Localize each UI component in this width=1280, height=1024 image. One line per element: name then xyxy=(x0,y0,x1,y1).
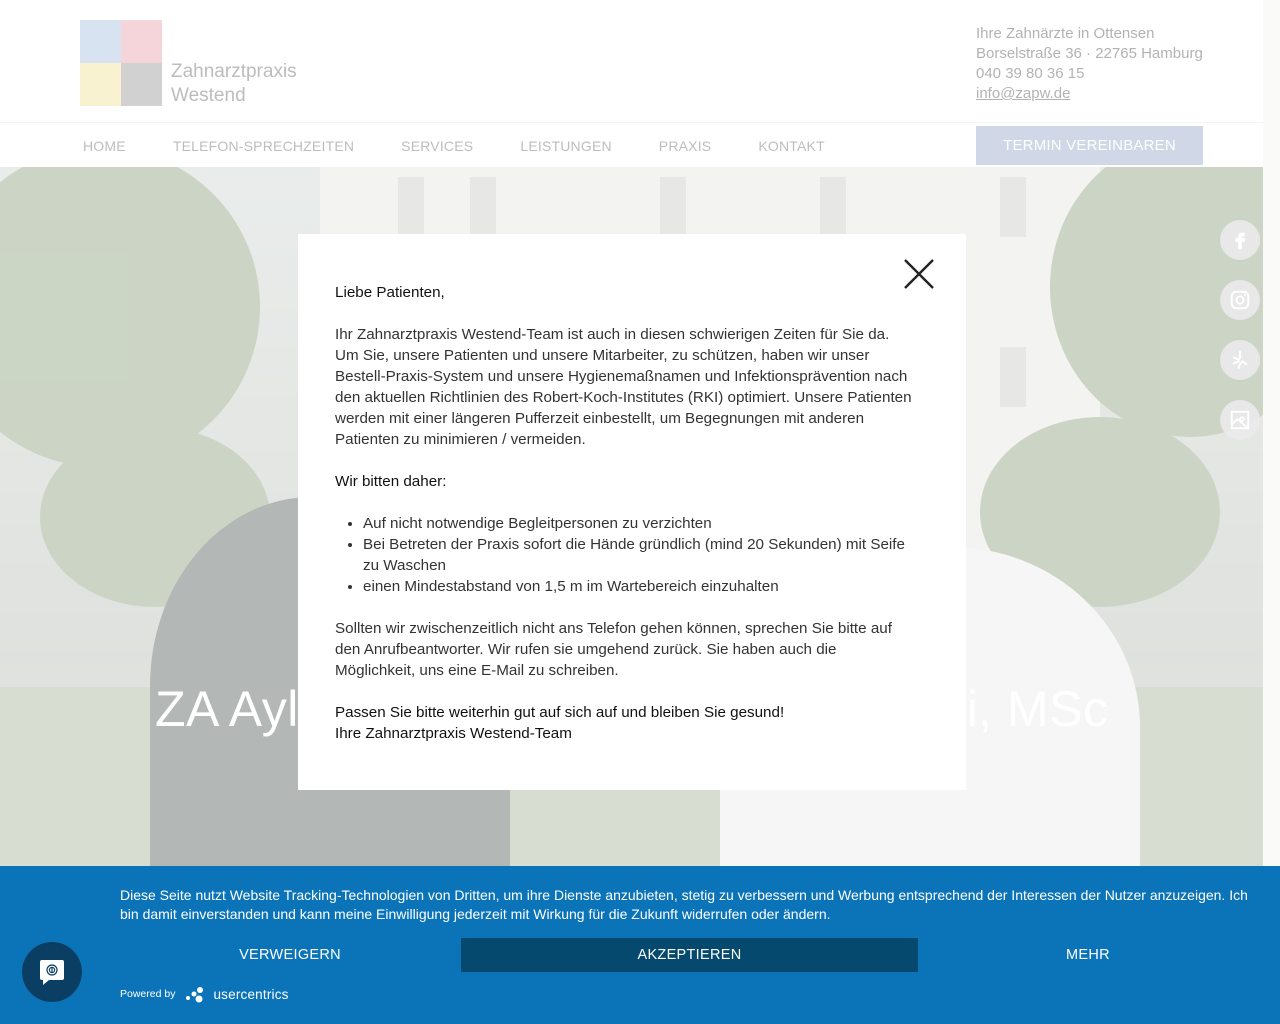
usercentrics-logo-icon xyxy=(185,984,207,1004)
corona-info-modal xyxy=(298,234,966,790)
cookie-consent-banner xyxy=(0,866,1280,1024)
modal-greeting: Liebe Patienten, xyxy=(335,284,445,301)
more-button[interactable]: MEHR xyxy=(1066,947,1110,963)
accept-button[interactable]: AKZEPTIEREN xyxy=(461,938,918,972)
modal-list xyxy=(363,513,917,597)
powered-by-label: Powered by xyxy=(120,988,176,1000)
cookie-text: Diese Seite nutzt Website Tracking-Technologien von Dritten, um ihre Dienste anzubieten, stetig zu verbessern und Werbung entsprechend der Interessen der Nutzer anzuzeigen. Ich bin damit einverstanden und kann meine Einwilligung jederzeit mit Wirkung für die Zukunft widerrufen oder ändern. xyxy=(120,887,1248,922)
modal-closing-1: Passen Sie bitte weiterhin gut auf sich auf und bleiben Sie gesund! xyxy=(335,704,785,721)
list-item: • Auf nicht notwendige Begleitpersonen zu verzichten xyxy=(363,513,917,534)
modal-paragraph-1: Ihr Zahnarztpraxis Westend-Team ist auch in diesen schwierigen Zeiten für Sie da. Um Sie, unsere Patienten und unsere Mitarbeiter, zu schützen, haben wir unser Bestell-Praxis-System und unsere Hygienemaßnamen und Infektionsprävention nach den aktuellen Richtlinien des Robert-Koch-Institutes (RKI) optimiert. Unsere Patienten werden mit einer längeren Pufferzeit einbestellt, um Begegnungen mit anderen Patienten zu minimieren / vermeiden. xyxy=(335,326,912,448)
deny-button[interactable]: VERWEIGERN xyxy=(239,947,341,963)
usercentrics-brand: usercentrics xyxy=(213,986,289,1002)
list-item: • einen Mindestabstand von 1,5 m im Wartebereich einzuhalten xyxy=(363,576,917,597)
modal-request: Wir bitten daher: xyxy=(335,473,447,490)
powered-by[interactable] xyxy=(120,984,289,1004)
modal-content xyxy=(335,282,917,744)
modal-closing-2: Ihre Zahnarztpraxis Westend-Team xyxy=(335,725,572,742)
modal-paragraph-2: Sollten wir zwischenzeitlich nicht ans Telefon gehen können, sprechen Sie bitte auf den Anrufbeantworter. Wir rufen sie umgehend zurück. Sie haben auch die Möglichkeit, uns eine E-Mail zu schreiben. xyxy=(335,620,892,679)
list-item: • Bei Betreten der Praxis sofort die Hände gründlich (mind 20 Sekunden) mit Seife zu Waschen xyxy=(363,534,917,576)
privacy-settings-button[interactable] xyxy=(22,942,82,1002)
fingerprint-icon xyxy=(37,957,67,987)
